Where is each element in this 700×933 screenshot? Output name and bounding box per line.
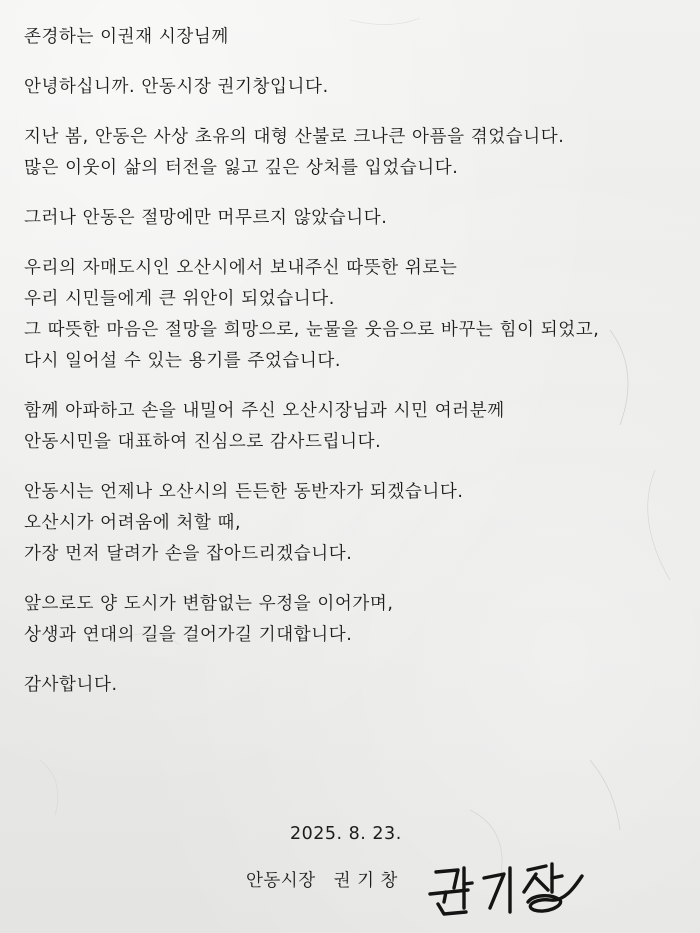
text-line: 안동시는 언제나 오산시의 든든한 동반자가 되겠습니다. — [24, 482, 464, 502]
paragraph-comfort — [24, 253, 684, 377]
paragraph-thanks — [24, 396, 684, 458]
text-line: 지난 봄, 안동은 사상 초유의 대형 산불로 크나큰 아픔을 겪었습니다. — [24, 127, 565, 147]
text-line: 감사합니다. — [24, 675, 118, 695]
text-line: 우리의 자매도시인 오산시에서 보내주신 따뜻한 위로는 — [24, 258, 458, 278]
sender-title: 안동시장 — [246, 871, 316, 891]
text-line: 다시 일어설 수 있는 용기를 주었습니다. — [24, 351, 342, 371]
paragraph-intro — [24, 72, 684, 103]
letter-body — [24, 22, 684, 720]
handwritten-signature — [424, 848, 584, 920]
paragraph-closing — [24, 670, 684, 701]
text-line: 가장 먼저 달려가 손을 잡아드리겠습니다. — [24, 544, 353, 564]
text-line: 그 따뜻한 마음은 절망을 희망으로, 눈물을 웃음으로 바꾸는 힘이 되었고, — [24, 320, 600, 340]
paragraph-future — [24, 589, 684, 651]
text-line: 그러나 안동은 절망에만 머무르지 않았습니다. — [24, 208, 388, 228]
text-line: 앞으로도 양 도시가 변함없는 우정을 이어가며, — [24, 594, 394, 614]
text-line: 안녕하십니까. 안동시장 권기창입니다. — [24, 77, 329, 97]
text-line: 상생과 연대의 길을 걸어가길 기대합니다. — [24, 625, 353, 645]
greeting-line: 존경하는 이권재 시장님께 — [24, 27, 229, 47]
paragraph-partnership — [24, 477, 684, 570]
paragraph-wildfire — [24, 122, 684, 184]
greeting — [24, 22, 684, 53]
text-line: 우리 시민들에게 큰 위안이 되었습니다. — [24, 289, 335, 309]
sender-name: 권 기 창 — [333, 871, 398, 891]
text-line: 함께 아파하고 손을 내밀어 주신 오산시장님과 시민 여러분께 — [24, 401, 505, 421]
text-line: 안동시민을 대표하여 진심으로 감사드립니다. — [24, 432, 382, 452]
text-line: 많은 이웃이 삶의 터전을 잃고 깊은 상처를 입었습니다. — [24, 158, 459, 178]
text-line: 오산시가 어려움에 처할 때, — [24, 513, 242, 533]
letter-date: 2025. 8. 23. — [290, 824, 402, 844]
paragraph-resilience — [24, 203, 684, 234]
sender-block — [246, 867, 398, 892]
